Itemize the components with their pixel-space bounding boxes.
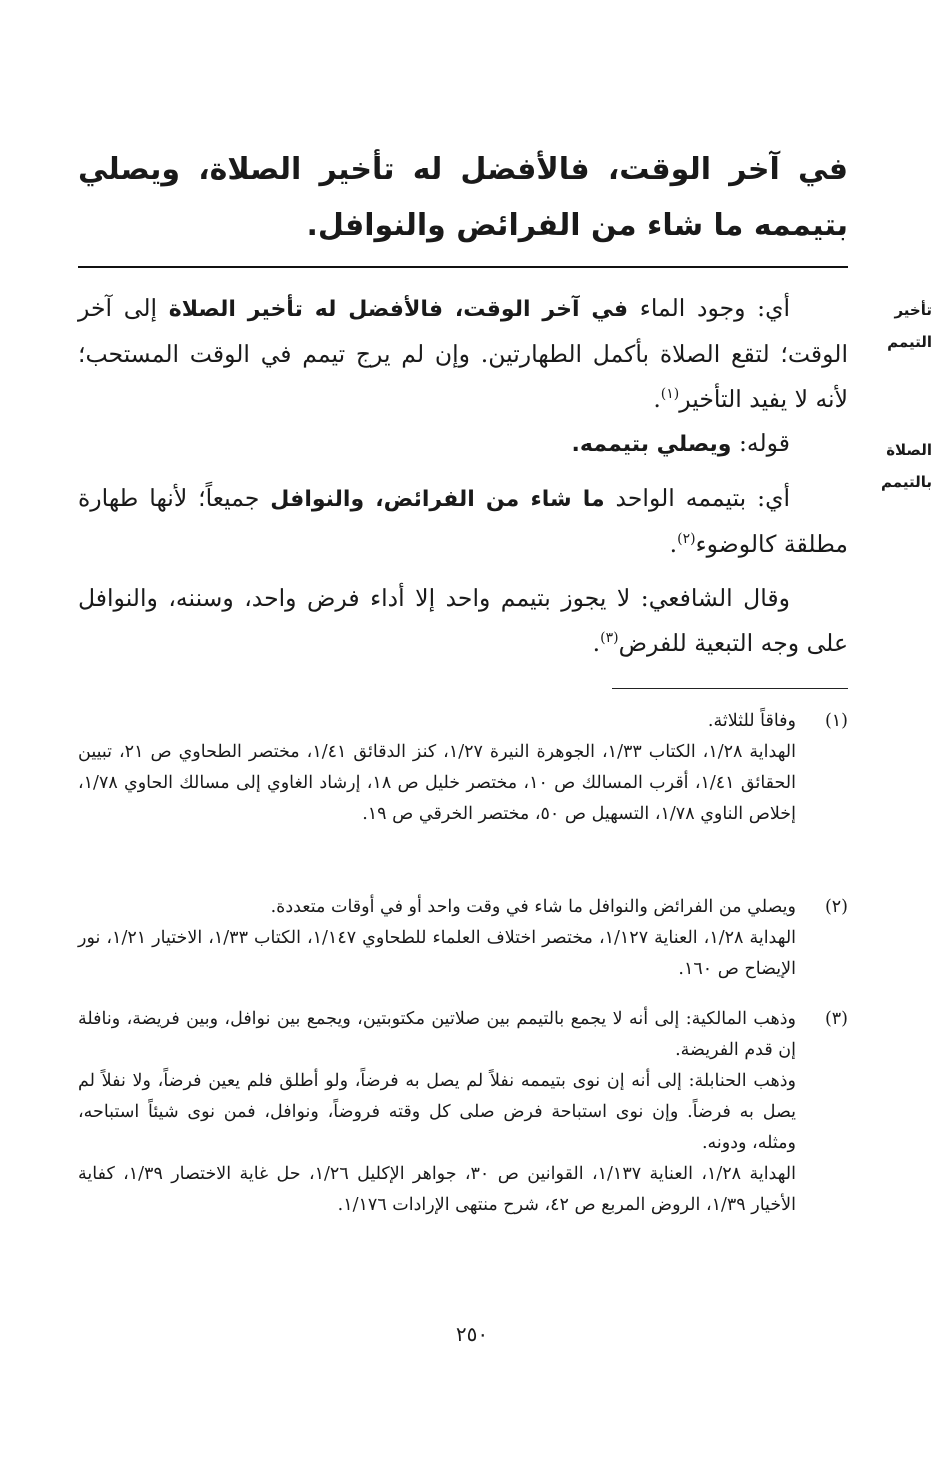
footnote-1 (78, 706, 848, 830)
p3-text-c: جميعاً؛ لأنها طهارة مطلقة كالوضوء (78, 484, 848, 558)
footnote-number: (٣) (824, 1009, 848, 1029)
footnote-line: وفاقاً للثلاثة. (707, 711, 796, 731)
p1-text-a: أي: وجود الماء (628, 294, 791, 322)
p3-text-a: أي: بتيممه الواحد (604, 484, 790, 512)
footnote-number: (٢) (824, 897, 848, 917)
p1-end: . (653, 385, 661, 413)
matn-text: في آخر الوقت، فالأفضل له تأخير الصلاة، ويصلي بتيممه ما شاء من الفرائض والنوافل. (78, 152, 848, 243)
footnote-line: الهداية ١/٢٨، الكتاب ١/٣٣، الجوهرة النيرة ١/٢٧، كنز الدقائق ١/٤١، مختصر الطحاوي ص ٢١، تبيين الحقائق ١/٤١، أقرب المسالك ص ١٠، مختصر خليل ص ١٨، إرشاد الغاوي إلى مسالك الحاوي ١/٧٨، إخلاص الناوي ١/٧٨، التسهيل ص ٥٠، مختصر الخرقي ص ١٩. (78, 742, 796, 824)
commentary-paragraph-4 (78, 576, 848, 666)
p2-text-a: قوله: (731, 429, 790, 457)
p1-quoted-matn: في آخر الوقت، فالأفضل له تأخير الصلاة (168, 297, 629, 322)
footnote-ref-2: (٢) (677, 531, 696, 548)
footnote-line: وذهب المالكية: إلى أنه لا يجمع بالتيمم بين صلاتين مكتوبتين، ويجمع بين نوافل، وبين فريضة، ونافلة إن قدم الفريضة. (78, 1009, 796, 1060)
page-number: ٢٥٠ (455, 1322, 489, 1346)
p4-text-a: وقال الشافعي: لا يجوز بتيمم واحد إلا أداء فرض واحد، وسننه، والنوافل على وجه التبعية للفرض (78, 584, 848, 657)
footnote-3 (78, 1004, 848, 1221)
p2-quoted-matn: ويصلي بتيممه (579, 432, 732, 457)
footnote-ref-1: (١) (660, 386, 680, 403)
p3-quoted-matn: ما شاء من الفرائض، والنوافل (270, 487, 605, 512)
commentary-paragraph-2 (78, 421, 848, 467)
margin-note-prayer-tayammum: الصلاة بالتيمم (881, 441, 932, 491)
p1-text-c: إلى آخر الوقت؛ لتقع الصلاة بأكمل الطهارتين. وإن لم يرج تيمم في الوقت المستحب؛ لأنه لا يفيد التأخير (78, 294, 848, 413)
margin-note-delay-tayammum: تأخير التيمم (887, 301, 932, 351)
p3-end: . (669, 530, 678, 558)
footnote-separator-rule (612, 688, 848, 689)
footnote-line: وذهب الحنابلة: إلى أنه إن نوى بتيممه نفلاً لم يصل به فرضاً، ولو أطلق فلم يعين فرضاً، ولا نفلاً لم يصل به فرضاً. وإن نوى استباحة فرض صلى كل وقته فروضاً، ونوافل، فمن نوى شيئاً استباحه، ومثله، ودونه. (78, 1071, 796, 1153)
commentary-paragraph-1 (78, 286, 848, 422)
footnote-2 (78, 892, 848, 985)
p4-end: . (592, 629, 601, 657)
matn-separator-rule (78, 266, 848, 268)
p2-end: . (571, 432, 580, 457)
footnote-ref-3: (٣) (600, 630, 619, 647)
commentary-paragraph-3 (78, 476, 848, 567)
footnote-line: ويصلي من الفرائض والنوافل ما شاء في وقت واحد أو في أوقات متعددة. (270, 897, 796, 917)
footnote-number: (١) (824, 711, 848, 731)
footnote-line: الهداية ١/٢٨، العناية ١/١٢٧، مختصر اختلاف العلماء للطحاوي ١/١٤٧، الكتاب ١/٣٣، الاختيار ١/٢١، نور الإيضاح ص ١٦٠. (78, 928, 797, 979)
footnote-line: الهداية ١/٢٨، العناية ١/١٣٧، القوانين ص ٣٠، جواهر الإكليل ١/٢٦، حل غاية الاختصار ١/٣٩، كفاية الأخيار ١/٣٩، الروض المربع ص ٤٢، شرح منتهى الإرادات ١/١٧٦. (78, 1164, 797, 1215)
